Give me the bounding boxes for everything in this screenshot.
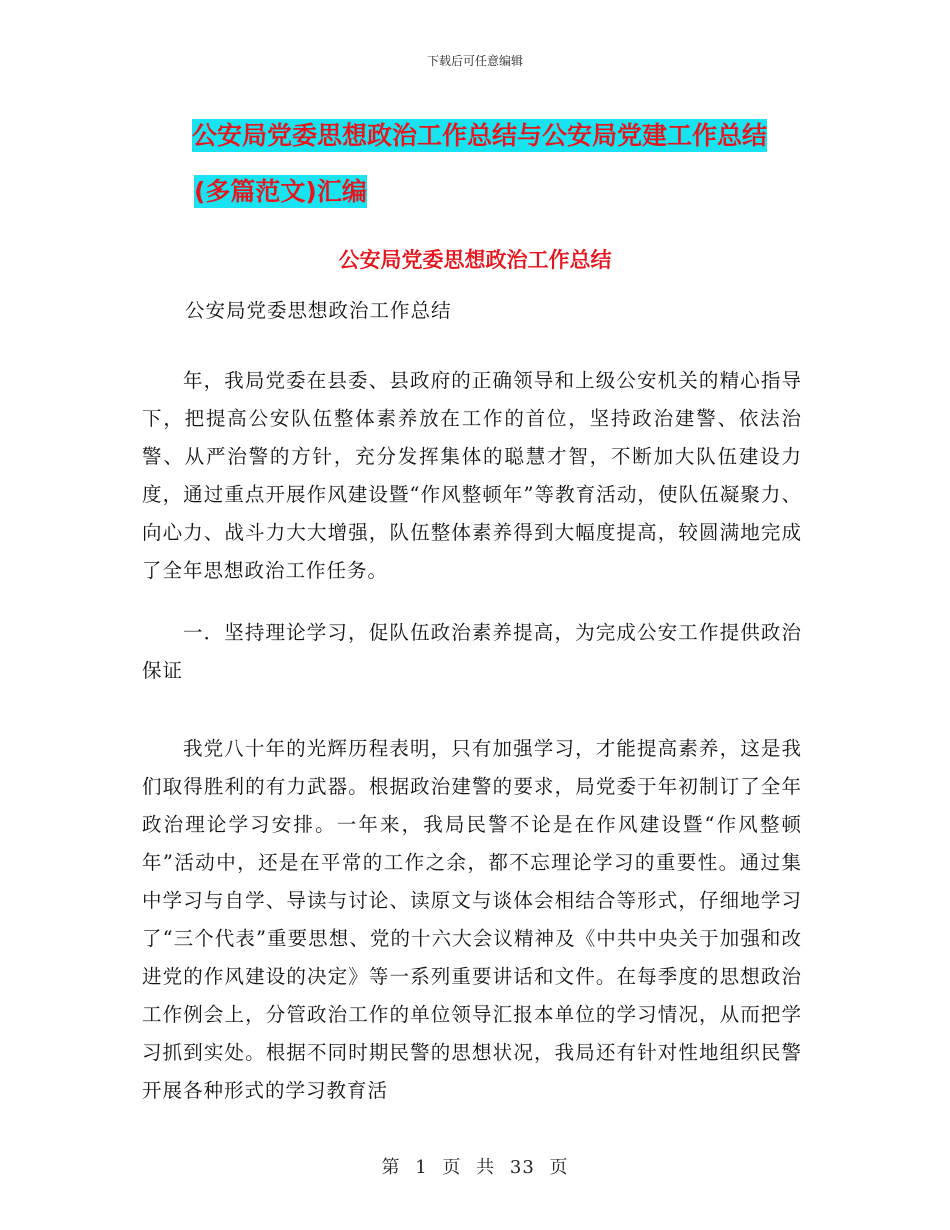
paragraph-1	[142, 362, 802, 590]
total-pages: 33	[509, 1157, 535, 1178]
title-line-2-text: (多篇范文)汇编	[194, 177, 367, 206]
page-mid: 页	[442, 1157, 462, 1178]
page-number: 1	[415, 1157, 428, 1178]
total-prefix: 共	[476, 1157, 496, 1178]
page-prefix: 第	[381, 1157, 401, 1178]
header-note: 下载后可任意编辑	[426, 54, 523, 68]
total-suffix: 页	[549, 1157, 569, 1178]
document-title	[150, 108, 830, 220]
paragraph-text: 我党八十年的光辉历程表明，只有加强学习，才能提高素养，这是我们取得胜利的有力武器。根据政治建警的要求，局党委于年初制订了全年政治理论学习安排。一年来，我局民警不论是在作风建设暨“作风整顿年”活动中，还是在平常的工作之余，都不忘理论学习的重要性。通过集中学习与自学、导读与讨论、读原文与谈体会相结合等形式，仔细地学习了“三个代表”重要思想、党的十六大会议精神及《中共中央关于加强和改进党的作风建设的决定》等一系列重要讲话和文件。在每季度的思想政治工作例会上，分管政治工作的单位领导汇报本单位的学习情况，从而把学习抓到实处。根据不同时期民警的思想状况，我局还有针对性地组织民警开展各种形式的学习教育活	[142, 737, 802, 1102]
section-title: 公安局党委思想政治工作总结	[338, 248, 612, 272]
title-line-1-text: 公安局党委思想政治工作总结与公安局党建工作总结	[192, 121, 768, 150]
paragraph-text: 年，我局党委在县委、县政府的正确领导和上级公安机关的精心指导下，把提高公安队伍整体素养放在工作的首位，坚持政治建警、依法治警、从严治警的方针，充分发挥集体的聪慧才智，不断加大队伍建设力度，通过重点开展作风建设暨“作风整顿年”等教育活动，使队伍凝聚力、向心力、战斗力大大增强，队伍整体素养得到大幅度提高，较圆满地完成了全年思想政治工作任务。	[142, 369, 802, 582]
paragraph-2	[142, 614, 802, 690]
section-heading: 一．坚持理论学习，促队伍政治素养提高，为完成公安工作提供政治保证	[142, 621, 802, 682]
paragraph-3	[142, 730, 802, 1110]
page-footer	[0, 1153, 950, 1179]
title-line-2	[150, 164, 830, 220]
subtitle: 公安局党委思想政治工作总结	[185, 299, 452, 322]
title-line-1	[150, 108, 830, 164]
